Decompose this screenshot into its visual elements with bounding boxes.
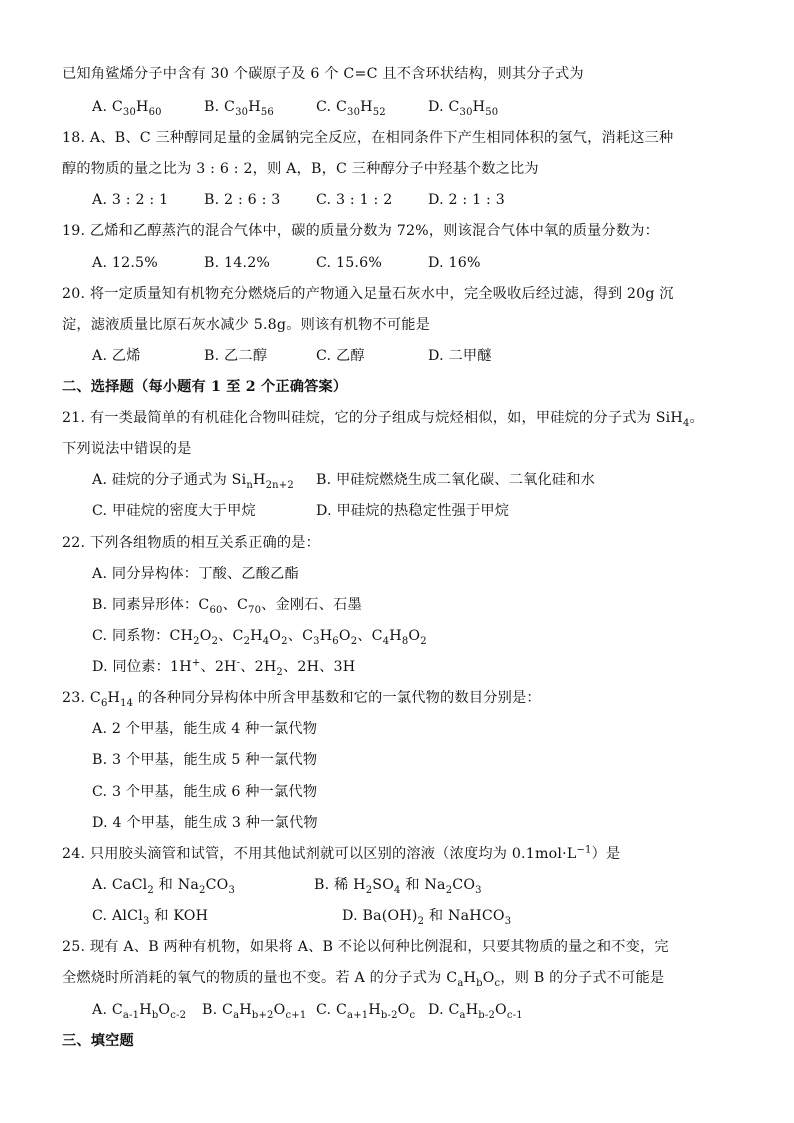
q17-option-a[interactable]: A. $C_{30}H_{60}$ bbox=[92, 99, 162, 118]
q22-stem: 22. 下列各组物质的相互关系正确的是： bbox=[62, 535, 321, 551]
q20-option-d[interactable]: D. 二甲醚 bbox=[428, 348, 492, 364]
q20-option-a[interactable]: A. 乙烯 bbox=[92, 348, 141, 364]
q18-option-b[interactable]: B. 2 : 6 : 3 bbox=[204, 192, 281, 208]
q19-option-c[interactable]: C. 15.6% bbox=[316, 255, 383, 271]
q20-stem-line2: 淀，滤液质量比原石灰水减少 5.8g。则该有机物不可能是 bbox=[62, 317, 431, 333]
q25-option-a[interactable]: A. $C_{a-1}H_bO_{c-2}$ bbox=[92, 1002, 187, 1021]
q23-stem: 23. $C_6H_{14}$ 的各种同分异构体中所含甲基数和它的一氯代物的数目分别是： bbox=[62, 690, 541, 709]
q21-stem-line2: 下列说法中错误的是 bbox=[62, 441, 192, 457]
q24-option-a[interactable]: A. CaCl$_2$ 和 $Na_2CO_3$ bbox=[92, 877, 236, 896]
q18-option-c[interactable]: C. 3 : 1 : 2 bbox=[316, 192, 393, 208]
q21-option-d[interactable]: D. 甲硅烷的热稳定性强于甲烷 bbox=[316, 503, 510, 519]
q18-option-d[interactable]: D. 2 : 1 : 3 bbox=[428, 192, 505, 208]
q25-option-b[interactable]: B. $C_aH_{b+2}O_{c+1}$ bbox=[202, 1002, 307, 1021]
q24-option-c[interactable]: C. AlCl$_3$ 和 KOH bbox=[92, 908, 209, 927]
q17-option-d[interactable]: D. $C_{30}H_{50}$ bbox=[428, 99, 499, 118]
q21-option-a[interactable]: A. 硅烷的分子通式为 $Si_nH_{2n+2}$ bbox=[92, 472, 294, 491]
q25-stem-line1: 25. 现有 A、B 两种有机物，如果将 A、B 不论以何种比例混和，只要其物质的量之和不变，完 bbox=[62, 939, 669, 955]
q21-stem-line1: 21. 有一类最简单的有机硅化合物叫硅烷，它的分子组成与烷烃相似，如，甲硅烷的分子式为 SiH$_4$。 bbox=[62, 410, 704, 429]
q22-option-a[interactable]: A. 同分异构体：丁酸、乙酸乙酯 bbox=[92, 566, 299, 582]
q23-option-b[interactable]: B. 3 个甲基，能生成 5 种一氯代物 bbox=[92, 752, 318, 768]
q17-option-b[interactable]: B. $C_{30}H_{56}$ bbox=[204, 99, 274, 118]
q24-option-d[interactable]: D. $Ba(OH)_2$ 和 NaHCO$_3$ bbox=[342, 908, 512, 927]
q22-option-c[interactable]: C. 同系物：$CH_2O_2$、$C_2H_4O_2$、$C_3H_6O_2$、$C_4H_8O_2$ bbox=[92, 628, 427, 647]
section-3-heading: 三、填空题 bbox=[62, 1033, 134, 1049]
q19-stem: 19. 乙烯和乙醇蒸汽的混合气体中，碳的质量分数为 72%，则该混合气体中氧的质量分数为： bbox=[62, 223, 660, 239]
q24-stem: 24. 只用胶头滴管和试管，不用其他试剂就可以区别的溶液（浓度均为 $0.1mol\cdot L^{-1}$）是 bbox=[62, 844, 621, 862]
q19-option-a[interactable]: A. 12.5% bbox=[92, 255, 158, 271]
q22-option-b[interactable]: B. 同素异形体：$C_{60}$、$C_{70}$、金刚石、石墨 bbox=[92, 597, 362, 616]
q25-option-c[interactable]: C. $C_{a+1}H_{b-2}O_c$ bbox=[316, 1002, 416, 1021]
q18-stem-line1: 18. A、B、C 三种醇同足量的金属钠完全反应，在相同条件下产生相同体积的氢气，消耗这三种 bbox=[62, 130, 674, 146]
q20-option-b[interactable]: B. 乙二醇 bbox=[204, 348, 268, 364]
q19-option-b[interactable]: B. 14.2% bbox=[204, 255, 271, 271]
q21-option-c[interactable]: C. 甲硅烷的密度大于甲烷 bbox=[92, 503, 256, 519]
q17-stem: 已知角鲨烯分子中含有 30 个碳原子及 6 个 C=C 且不含环状结构，则其分子式为 bbox=[62, 66, 584, 82]
q18-stem-line2: 醇的物质的量之比为 3 : 6 : 2，则 A，B，C 三种醇分子中羟基个数之比为 bbox=[62, 161, 539, 177]
q19-option-d[interactable]: D. 16% bbox=[428, 255, 481, 271]
section-2-heading: 二、选择题（每小题有 1 至 2 个正确答案） bbox=[62, 379, 348, 395]
q23-option-d[interactable]: D. 4 个甲基，能生成 3 种一氯代物 bbox=[92, 815, 318, 831]
q20-option-c[interactable]: C. 乙醇 bbox=[316, 348, 365, 364]
q24-option-b[interactable]: B. 稀 $H_2SO_4$ 和 $Na_2CO_3$ bbox=[314, 877, 482, 896]
q20-stem-line1: 20. 将一定质量知有机物充分燃烧后的产物通入足量石灰水中，完全吸收后经过滤，得到 20g 沉 bbox=[62, 286, 674, 302]
q17-option-c[interactable]: C. $C_{30}H_{52}$ bbox=[316, 99, 386, 118]
q25-option-d[interactable]: D. $C_aH_{b-2}O_{c-1}$ bbox=[428, 1002, 523, 1021]
q22-option-d[interactable]: D. 同位素：1H+、2H-、$2H_2$、2H、3H bbox=[92, 657, 356, 678]
q23-option-a[interactable]: A. 2 个甲基，能生成 4 种一氯代物 bbox=[92, 721, 318, 737]
q18-option-a[interactable]: A. 3 : 2 : 1 bbox=[92, 192, 169, 208]
q23-option-c[interactable]: C. 3 个甲基，能生成 6 种一氯代物 bbox=[92, 784, 318, 800]
q25-stem-line2: 全燃烧时所消耗的氧气的物质的量也不变。若 A 的分子式为 $C_aH_bO_c$，则 B 的分子式不可能是 bbox=[62, 970, 665, 989]
q21-option-b[interactable]: B. 甲硅烷燃烧生成二氧化碳、二氧化硅和水 bbox=[316, 472, 596, 488]
